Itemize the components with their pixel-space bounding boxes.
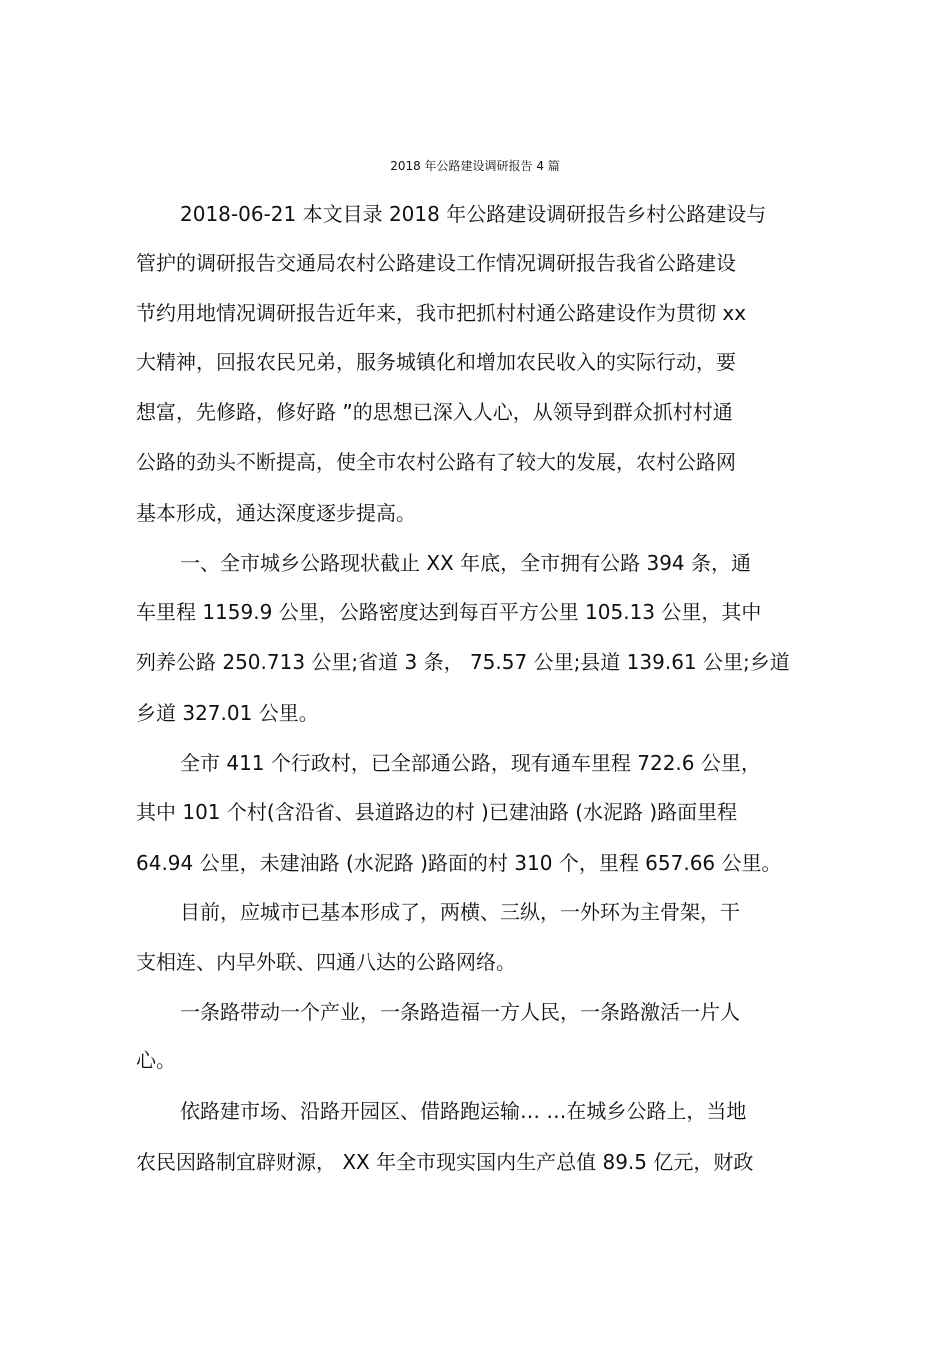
paragraph-line: 支相连、内早外联、四通八达的公路网络。 (136, 950, 516, 974)
paragraph-line: 乡道 327.01 公里。 (136, 701, 319, 725)
paragraph-line: 公路的劲头不断提高，使全市农村公路有了较大的发展，农村公路网 (136, 450, 736, 474)
paragraph-line: 一、全市城乡公路现状截止 XX 年底，全市拥有公路 394 条，通 (180, 551, 752, 575)
paragraph-line: 管护的调研报告交通局农村公路建设工作情况调研报告我省公路建设 (136, 251, 736, 275)
paragraph-line: 64.94 公里，未建油路 (水泥路 )路面的村 310 个，里程 657.66 公里。 (136, 851, 782, 875)
document-title: 2018 年公路建设调研报告 4 篇 (390, 159, 560, 173)
paragraph-line: 全市 411 个行政村，已全部通公路，现有通车里程 722.6 公里， (180, 751, 761, 775)
paragraph-line: 农民因路制宜辟财源， XX 年全市现实国内生产总值 89.5 亿元，财政 (136, 1150, 754, 1174)
paragraph-line: 列养公路 250.713 公里;省道 3 条， 75.57 公里;县道 139.61 公里;乡道 (136, 650, 790, 674)
paragraph-line: 心。 (136, 1048, 176, 1072)
paragraph-line: 基本形成，通达深度逐步提高。 (136, 501, 416, 525)
paragraph-line: 依路建市场、沿路开园区、借路跑运输… …在城乡公路上，当地 (180, 1099, 747, 1123)
paragraph-line: 目前，应城市已基本形成了，两横、三纵，一外环为主骨架，干 (180, 900, 740, 924)
paragraph-line: 想富，先修路，修好路 ”的思想已深入人心，从领导到群众抓村村通 (136, 400, 733, 424)
paragraph-line: 大精神，回报农民兄弟，服务城镇化和增加农民收入的实际行动，要 (136, 350, 736, 374)
paragraph-line: 车里程 1159.9 公里，公路密度达到每百平方公里 105.13 公里，其中 (136, 600, 762, 624)
paragraph-line: 其中 101 个村(含沿省、县道路边的村 )已建油路 (水泥路 )路面里程 (136, 800, 738, 824)
paragraph-line: 一条路带动一个产业，一条路造福一方人民，一条路激活一片人 (180, 1000, 740, 1024)
paragraph-line: 2018-06-21 本文目录 2018 年公路建设调研报告乡村公路建设与 (180, 202, 767, 226)
paragraph-line: 节约用地情况调研报告近年来，我市把抓村村通公路建设作为贯彻 xx (136, 301, 747, 325)
